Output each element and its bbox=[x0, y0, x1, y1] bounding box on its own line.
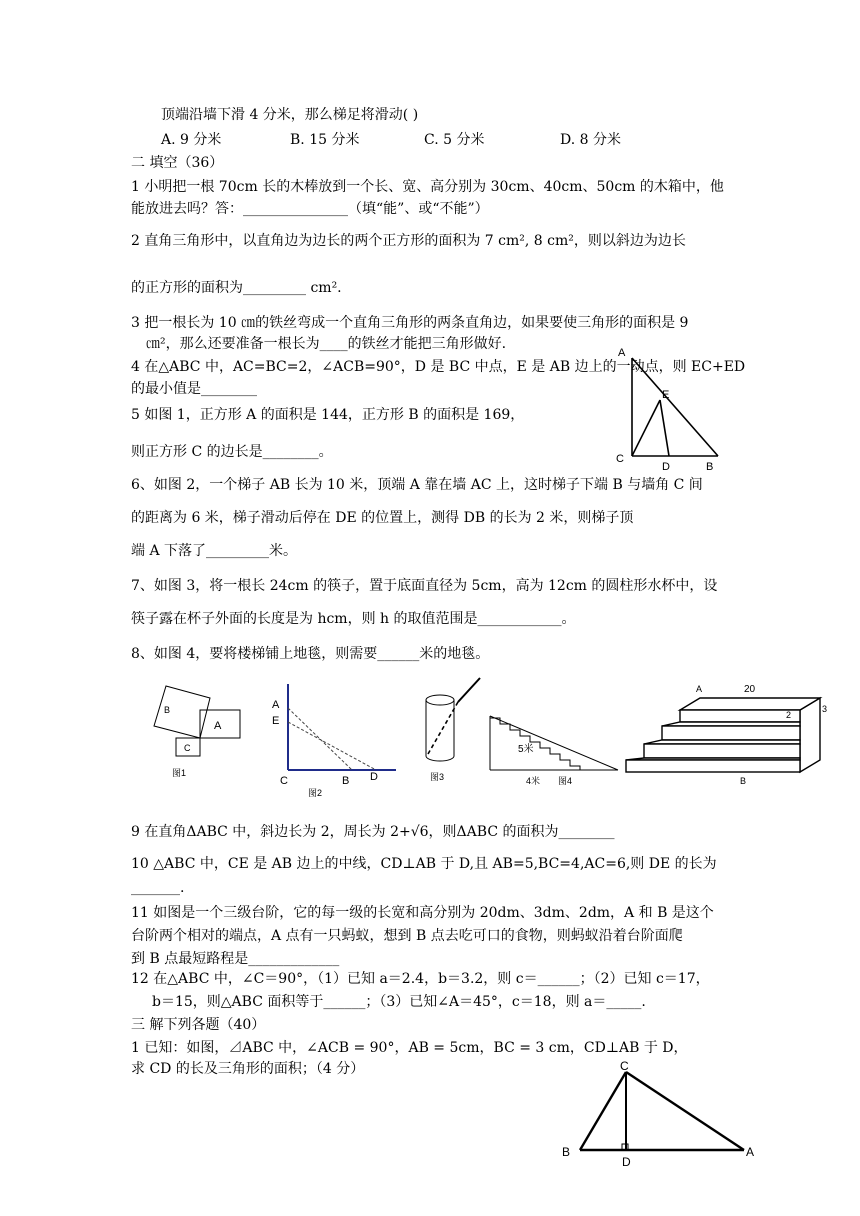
s3-label-d: D bbox=[622, 1155, 631, 1168]
fig4-base-label: 4米 bbox=[526, 776, 541, 786]
q9-line: 9 在直角ΔABC 中，斜边长为 2，周长为 2+√6，则ΔABC 的面积为________ bbox=[131, 824, 615, 840]
q1-line2: 能放进去吗？答：_______________（填“能”、或“不能”） bbox=[131, 201, 489, 217]
q11-line1: 11 如图是一个三级台阶，它的每一级的长宽和高分别为 20dm、3dm、2dm，A 和 B 是这个 bbox=[131, 905, 714, 921]
q12-line2: b＝15，则△ABC 面积等于______；（3）已知∠A＝45°，c＝18，则 a＝_____. bbox=[152, 994, 646, 1010]
option-d: D. 8 分米 bbox=[560, 132, 621, 148]
q5-line1: 5 如图 1，正方形 A 的面积是 144，正方形 B 的面积是 169， bbox=[131, 407, 525, 423]
stairs-label-height: 2 bbox=[786, 710, 792, 720]
s3-label-a: A bbox=[746, 1145, 755, 1159]
stairs-label-b: B bbox=[740, 776, 747, 786]
fig4-hyp-label: 5米 bbox=[518, 744, 534, 755]
figure-3-cylinder bbox=[418, 676, 488, 786]
fig2-label-b: B bbox=[342, 775, 350, 787]
q4-label-d: D bbox=[662, 461, 670, 472]
q11-line2: 台阶两个相对的端点，A 点有一只蚂蚁，想到 B 点去吃可口的食物，则蚂蚁沿着台阶面爬 bbox=[131, 928, 683, 944]
figure-4-staircase bbox=[486, 708, 622, 788]
q7-line1: 7、如图 3，将一根长 24cm 的筷子，置于底面直径为 5cm，高为 12cm 的圆柱形水杯中，设 bbox=[131, 578, 718, 594]
s3-q1-line2: 求 CD 的长及三角形的面积；（4 分） bbox=[131, 1061, 365, 1077]
figure-s3-triangle bbox=[556, 1056, 770, 1168]
q10-line1: 10 △ABC 中，CE 是 AB 边上的中线，CD⊥AB 于 D,且 AB=5,BC=4,AC=6,则 DE 的长为 bbox=[131, 856, 717, 872]
fig1-caption: 图1 bbox=[172, 768, 187, 778]
fig2-caption: 图2 bbox=[308, 788, 323, 798]
option-b: B. 15 分米 bbox=[290, 132, 360, 148]
stairs-label-width: 3 bbox=[822, 704, 828, 714]
q6-line3: 端 A 下落了_________米。 bbox=[131, 543, 298, 559]
q2-line2: 的正方形的面积为_________ cm². bbox=[131, 280, 342, 296]
fig1-label-c: C bbox=[184, 743, 191, 753]
figure-q4-triangle bbox=[612, 342, 722, 472]
fig2-label-c: C bbox=[280, 775, 288, 787]
q8-line: 8、如图 4，要将楼梯铺上地毯，则需要______米的地毯。 bbox=[131, 646, 490, 662]
fig2-label-e: E bbox=[272, 715, 280, 727]
stairs-label-length: 20 bbox=[744, 684, 756, 695]
figure-2-ladder bbox=[266, 680, 402, 800]
fig2-label-a: A bbox=[272, 699, 280, 711]
s3-q1-line1: 1 已知：如图，⊿ABC 中，∠ACB = 90°，AB = 5cm，BC = 3 cm，CD⊥AB 于 D， bbox=[131, 1040, 688, 1056]
q12-line1: 12 在△ABC 中，∠C＝90°，（1）已知 a＝2.4，b＝3.2，则 c＝______；（2）已知 c＝17， bbox=[131, 971, 710, 987]
section3-heading: 三 解下列各题（40） bbox=[131, 1017, 266, 1033]
fig2-label-d: D bbox=[370, 771, 378, 783]
q4-label-a: A bbox=[618, 347, 626, 359]
prev-question-stem: 顶端沿墙下滑 4 分米，那么梯足将滑动( ) bbox=[161, 107, 419, 123]
q4-line2: 的最小值是________ bbox=[131, 381, 257, 397]
figure-1-squares bbox=[128, 680, 248, 780]
fig4-caption: 图4 bbox=[558, 776, 573, 786]
q6-line1: 6、如图 2，一个梯子 AB 长为 10 米，顶端 A 靠在墙 AC 上，这时梯子下端 B 与墙角 C 间 bbox=[131, 477, 703, 493]
section2-heading: 二 填空（36） bbox=[131, 155, 224, 171]
fig3-caption: 图3 bbox=[430, 772, 445, 782]
q3-line2: ㎝²，那么还要准备一根长为____的铁丝才能把三角形做好. bbox=[146, 336, 507, 352]
q11-line3: 到 B 点最短路程是_____________ bbox=[131, 951, 340, 967]
figure-three-step-stairs bbox=[622, 682, 828, 786]
fig1-label-a: A bbox=[214, 720, 222, 732]
s3-label-c: C bbox=[620, 1059, 629, 1073]
s3-label-b: B bbox=[562, 1145, 571, 1159]
q3-line1: 3 把一根长为 10 ㎝的铁丝弯成一个直角三角形的两条直角边，如果要使三角形的面积是 9 bbox=[131, 315, 689, 331]
q4-label-b: B bbox=[706, 461, 714, 472]
q10-line2: _______. bbox=[131, 880, 185, 896]
q7-line2: 筷子露在杯子外面的长度是为 hcm，则 h 的取值范围是____________。 bbox=[131, 611, 576, 627]
q2-line1: 2 直角三角形中，以直角边为边长的两个正方形的面积为 7 cm², 8 cm²，则以斜边为边长 bbox=[131, 233, 686, 249]
q6-line2: 的距离为 6 米，梯子滑动后停在 DE 的位置上，测得 DB 的长为 2 米，则梯子顶 bbox=[131, 510, 634, 526]
fig1-label-b: B bbox=[164, 705, 171, 715]
q5-line2: 则正方形 C 的边长是________。 bbox=[131, 444, 333, 460]
q4-label-c: C bbox=[616, 453, 624, 465]
option-a: A. 9 分米 bbox=[161, 132, 222, 148]
q4-label-e: E bbox=[662, 389, 670, 401]
stairs-label-a: A bbox=[696, 684, 703, 694]
q1-line1: 1 小明把一根 70cm 长的木棒放到一个长、宽、高分别为 30cm、40cm、50cm 的木箱中，他 bbox=[131, 179, 724, 195]
option-c: C. 5 分米 bbox=[424, 132, 485, 148]
q4-line1: 4 在△ABC 中，AC=BC=2，∠ACB=90°，D 是 BC 中点，E 是 AB 边上的一动点，则 EC+ED bbox=[131, 359, 746, 375]
